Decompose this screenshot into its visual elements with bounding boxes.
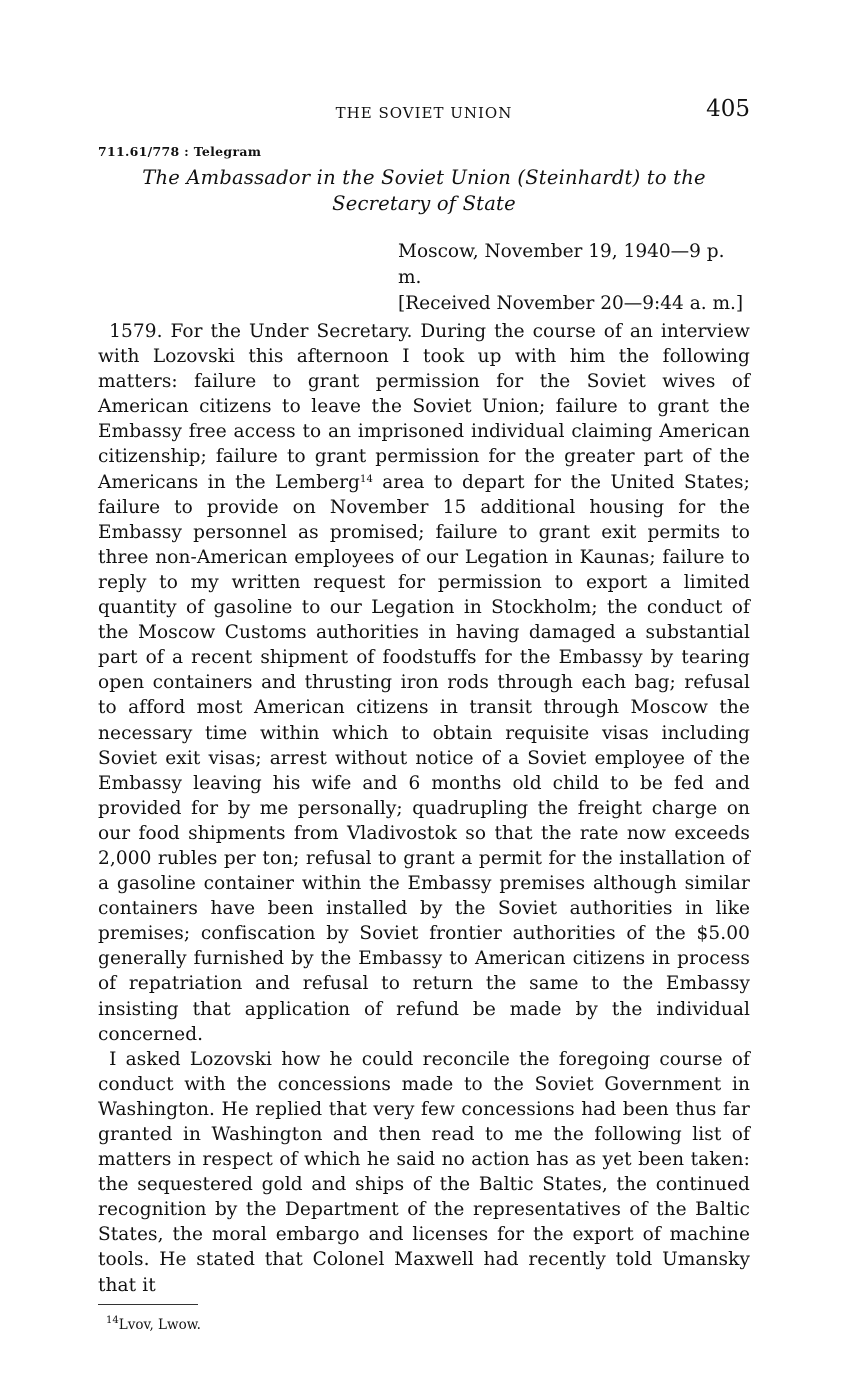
document-title: The Ambassador in the Soviet Union (Steinhardt) to the Secretary of State — [142, 166, 706, 215]
footnote-divider — [98, 1304, 198, 1305]
footnote — [106, 1314, 750, 1333]
telegram-body — [98, 319, 750, 1298]
dateline-received: [Received November 20—9:44 a. m.] — [398, 293, 744, 314]
dateline — [398, 239, 750, 317]
dateline-sent: Moscow, November 19, 1940—9 p. m. — [398, 241, 725, 288]
footnote-text: Lvov, Lwow. — [118, 1316, 201, 1333]
document-page — [98, 96, 750, 1333]
paragraph-1 — [98, 319, 750, 1047]
file-reference: 711.61/778 : Telegram — [98, 144, 262, 159]
running-title: THE SOVIET UNION — [335, 104, 513, 122]
paragraph-1-text: 1579. For the Under Secretary. During the course of an interview with Lozovski this afternoon I took up with him the following matters: failure to grant permission for the Soviet wives of American citizens to leave the Soviet Union; failure to grant the Embassy free access to an imprisoned individual claiming American citizenship; failure to grant permission for the greater part of the Americans in the Lemberg — [98, 321, 750, 493]
paragraph-2: I asked Lozovski how he could reconcile the foregoing course of conduct with the concessions made to the Soviet Government in Washington. He replied that very few concessions had been thus far granted in Washington and then read to me the following list of matters in respect of which he said no action has as yet been taken: the sequestered gold and ships of the Baltic States, the continued recognition by the Department of the representatives of the Baltic States, the moral embargo and licenses for the export of machine tools. He stated that Colonel Maxwell had recently told Umansky that it — [98, 1048, 750, 1296]
page-number: 405 — [706, 96, 750, 122]
running-head — [98, 96, 750, 132]
footnote-mark: 14 — [106, 1314, 119, 1326]
paragraph-1-continued: area to depart for the United States; failure to provide on November 15 additional housing for the Embassy personnel as promised; failure to grant exit permits to three non-American employees of our Legation in Kaunas; failure to reply to my written request for permission to export a limited quantity of gasoline to our Legation in Stockholm; the conduct of the Moscow Customs authorities in having damaged a substantial part of a recent shipment of foodstuffs for the Embassy by tearing open containers and thrusting iron rods through each bag; refusal to afford most American citizens in transit through Moscow the necessary time within which to obtain requisite visas including Soviet exit visas; arrest without notice of a Soviet employee of the Embassy leaving his wife and 6 months old child to be fed and provided for by me personally; quadrupling the freight charge on our food shipments from Vladivostok so that the rate now exceeds 2,000 rubles per ton; refusal to grant a permit for the installation of a gasoline container within the Embassy premises although similar containers have been installed by the Soviet authorities in like premises; confiscation by Soviet frontier authorities of the $5.00 generally furnished by the Embassy to American citizens in process of repatriation and refusal to return the same to the Embassy insisting that application of refund be made by the individual concerned. — [98, 471, 750, 1045]
footnote-reference: 14 — [360, 473, 373, 485]
